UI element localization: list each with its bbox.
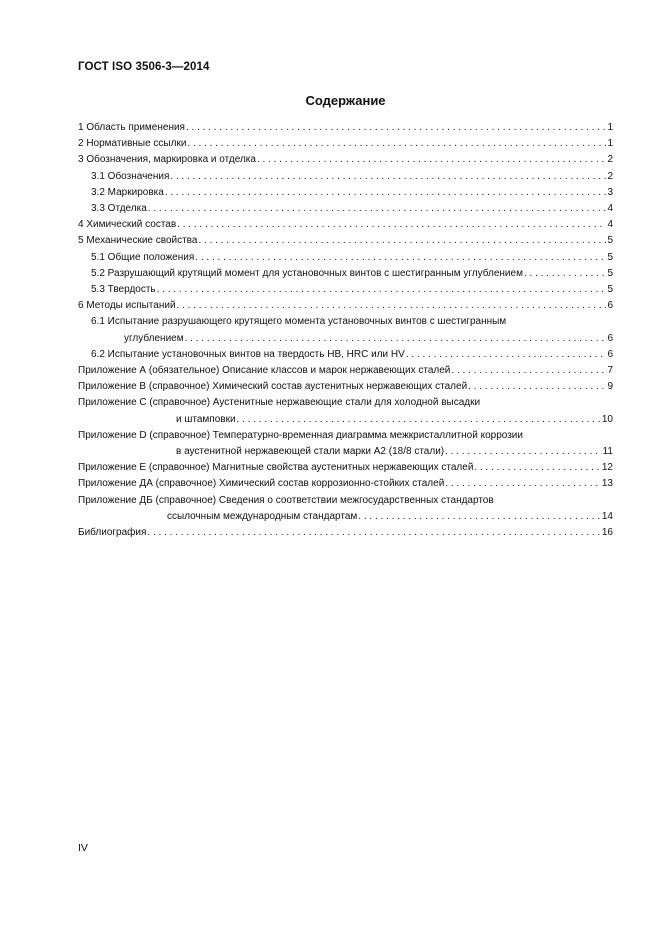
toc-entry[interactable] — [78, 250, 613, 266]
toc-entry-label: 6.1 Испытание разрушающего крутящего момента установочных винтов с шестигранным — [91, 316, 507, 328]
toc-leader-dots — [524, 266, 606, 282]
toc-leader-dots — [186, 120, 606, 136]
toc-entry[interactable] — [78, 266, 613, 282]
toc-entry-label: Приложение В (справочное) Химический состав аустенитных нержавеющих сталей — [78, 381, 468, 393]
toc-entry[interactable] — [78, 217, 613, 233]
toc-leader-dots — [195, 250, 606, 266]
toc-leader-dots — [157, 282, 607, 298]
toc-leader-dots — [177, 217, 606, 233]
toc-entry-page: 5 — [607, 251, 613, 263]
toc-entry[interactable] — [78, 314, 613, 346]
toc-entry[interactable] — [78, 428, 613, 460]
toc-entry-page: 7 — [607, 365, 613, 377]
toc-entry-label-continuation: ссылочным международным стандартам — [167, 510, 358, 522]
toc-leader-dots — [445, 476, 601, 492]
toc-entry-page: 4 — [607, 203, 613, 215]
toc-entry-label: 5.3 Твердость — [91, 284, 156, 296]
toc-entry-page: 13 — [601, 478, 613, 490]
toc-entry[interactable] — [78, 525, 613, 541]
toc-leader-dots — [406, 347, 607, 363]
toc-entry-page: 2 — [607, 170, 613, 182]
toc-entry-label: 4 Химический состав — [78, 219, 177, 231]
toc-entry-page: 11 — [602, 446, 613, 458]
toc-entry[interactable] — [78, 395, 613, 427]
toc-entry-label: Приложение D (справочное) Температурно-временная диаграмма межкристаллитной коррозии — [78, 429, 523, 441]
toc-entry-label: Библиография — [78, 527, 147, 539]
toc-leader-dots — [468, 379, 606, 395]
toc-entry-label: Приложение ДБ (справочное) Сведения о соответствии межгосударственных стандартов — [78, 494, 494, 506]
toc-entry-page: 12 — [601, 462, 613, 474]
toc-entry-label: 6.2 Испытание установочных винтов на твердость HB, HRC или HV — [91, 348, 405, 360]
toc-entry-page: 6 — [607, 300, 613, 312]
toc-entry[interactable] — [78, 233, 613, 249]
toc-entry-page: 3 — [607, 186, 613, 198]
toc-entry[interactable] — [78, 152, 613, 168]
toc-entry-page: 10 — [601, 413, 613, 425]
toc-leader-dots — [165, 185, 607, 201]
toc-entry-page: 5 — [607, 284, 613, 296]
toc-entry-label: 3.2 Маркировка — [91, 186, 164, 198]
toc-entry[interactable] — [78, 363, 613, 379]
toc-entry-page: 5 — [607, 235, 613, 247]
toc-entry-label: 5 Механические свойства — [78, 235, 198, 247]
toc-entry-label: Приложение А (обязательное) Описание классов и марок нержавеющих сталей — [78, 365, 451, 377]
page-number: IV — [78, 842, 88, 854]
toc-entry-label: 3.1 Обозначения — [91, 170, 170, 182]
toc-entry-page: 9 — [607, 381, 613, 393]
toc-leader-dots — [358, 509, 601, 525]
toc-entry-page: 5 — [607, 267, 613, 279]
toc-entry-label: Приложение С (справочное) Аустенитные нержавеющие стали для холодной высадки — [78, 397, 481, 409]
toc-entry[interactable] — [78, 282, 613, 298]
toc-leader-dots — [474, 460, 600, 476]
toc-leader-dots — [445, 444, 601, 460]
toc-leader-dots — [451, 363, 606, 379]
toc-entry[interactable] — [78, 185, 613, 201]
toc-entry-label-continuation: в аустенитной нержавеющей стали марки А2 (18/8 стали) — [176, 446, 445, 458]
toc-entry-page: 1 — [607, 122, 613, 133]
toc-leader-dots — [185, 331, 607, 347]
toc-entry-label: Приложение ДА (справочное) Химический состав коррозионно-стойких сталей — [78, 478, 445, 490]
toc-entry-page: 16 — [601, 527, 613, 539]
toc-entry[interactable] — [78, 493, 613, 525]
document-code: ГОСТ ISO 3506-3—2014 — [78, 61, 210, 73]
toc-entry-page: 6 — [607, 348, 613, 360]
toc-entry-page: 14 — [601, 510, 613, 522]
toc-entry-label-continuation: углублением — [124, 332, 184, 344]
toc-entry[interactable] — [78, 347, 613, 363]
toc-entry[interactable] — [78, 460, 613, 476]
toc-entry-label: 3.3 Отделка — [91, 203, 147, 215]
toc-entry-label: 2 Нормативные ссылки — [78, 138, 187, 150]
toc-entry-label: 3 Обозначения, маркировка и отделка — [78, 154, 256, 166]
toc-leader-dots — [170, 169, 606, 185]
toc-entry[interactable] — [78, 201, 613, 217]
toc-leader-dots — [177, 298, 607, 314]
toc-entry-page: 2 — [607, 154, 613, 166]
toc-leader-dots — [187, 136, 606, 152]
toc-leader-dots — [147, 525, 600, 541]
toc-entry-label: 5.2 Разрушающий крутящий момент для установочных винтов с шестигранным углублением — [91, 267, 523, 279]
toc-entry[interactable] — [78, 120, 613, 136]
toc-leader-dots — [198, 233, 606, 249]
toc-leader-dots — [148, 201, 607, 217]
toc-entry-label-continuation: и штамповки — [176, 413, 236, 425]
toc-entry[interactable] — [78, 136, 613, 152]
table-of-contents — [78, 120, 613, 541]
toc-entry[interactable] — [78, 169, 613, 185]
page-title: Содержание — [305, 93, 386, 108]
toc-leader-dots — [237, 412, 601, 428]
toc-entry[interactable] — [78, 476, 613, 492]
toc-entry[interactable] — [78, 379, 613, 395]
toc-entry-page: 6 — [607, 332, 613, 344]
toc-entry-page: 4 — [607, 219, 613, 231]
toc-entry-label: Приложение Е (справочное) Магнитные свойства аустенитных нержавеющих сталей — [78, 462, 474, 474]
toc-entry-label: 5.1 Общие положения — [91, 251, 195, 263]
toc-leader-dots — [257, 152, 607, 168]
toc-entry-label: 1 Область применения — [78, 122, 185, 133]
toc-entry-label: 6 Методы испытаний — [78, 300, 176, 312]
toc-entry-page: 1 — [607, 138, 613, 150]
toc-entry[interactable] — [78, 298, 613, 314]
